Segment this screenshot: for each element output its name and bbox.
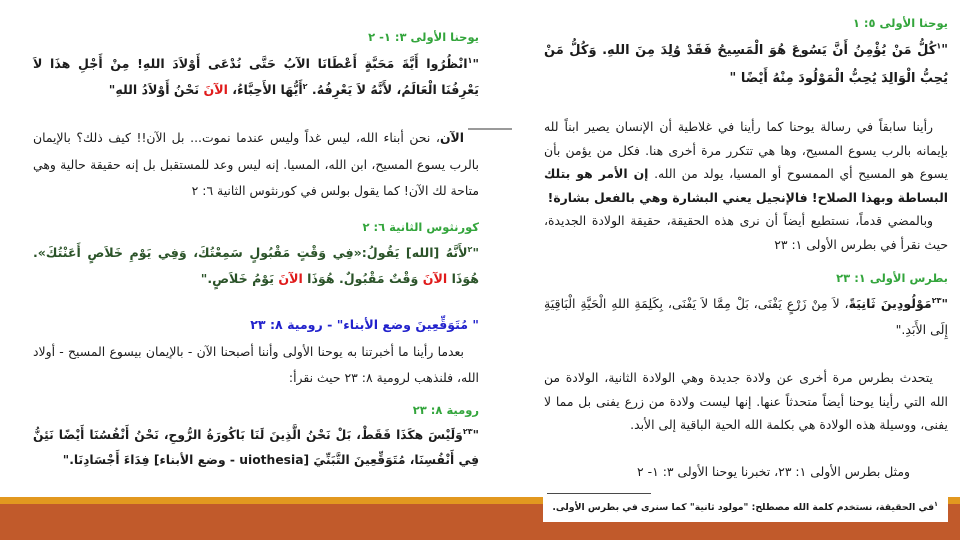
commentary-paragraph: يتحدث بطرس مرة أخرى عن ولادة جديدة وهي الولادة الثانية، الولادة من الله التي رأينا يوحنا أيضاً متحدثاً عنها. إنها ليست ولادة من زرع يفنى بل مما لا يفنى، ووسيلة هذه الولادة هي بكلمة الله الحية الباقية إلى الأبد. (544, 370, 948, 432)
verse-number: ١ (936, 41, 942, 51)
verse-number: ٢ (467, 244, 473, 254)
left-column (33, 30, 479, 473)
verse-text: لأَنَّهُ [الله] يَقُولُ:«فِي وَقْتٍ مَقْبُولٍ سَمِعْتُكَ، وَفِي يَوْمِ خَلاَصٍ أَعَنْتُكَ». هُوَذَا (33, 244, 479, 286)
highlight-now: الآنَ (203, 82, 228, 97)
reference-heading-2cor6-2: كورنثوس الثانية ٦: ٢ (362, 219, 479, 234)
verse-text: انْظُرُوا أَيَّةَ مَحَبَّةٍ أَعْطَانَا الآبُ حَتَّى نُدْعَى أَوْلاَدَ اللهِ! مِنْ أَجْلِ هذَا لاَ يَعْرِفُنَا الْعَالَمُ، لأَنَّهُ لاَ يَعْرِفُهُ. (33, 56, 479, 97)
verse-2cor6-2 (33, 240, 479, 292)
verse-1john5-1 (544, 37, 948, 93)
commentary-paragraph (33, 125, 479, 205)
verse-text: وَقْتٌ مَقْبُولٌ. هُوَذَا (302, 270, 423, 286)
reference-heading-rom8-23: رومية ٨: ٢٣ (412, 402, 479, 417)
footnote-text: في الحقيقة، نستخدم كلمة الله مصطلح: "مولود ثانية" كما سنرى في بطرس الأولى. (552, 502, 935, 513)
paragraph-text: رأينا سابقاً في رسالة يوحنا كما رأينا في غلاطية أن الإنسان يصير ابناً لله بإيمانه بالرب يسوع المسيح، وها هي تتكرر مرة أخرى هنا. فكل من يؤمن بأن يسوع هو المسيح أي الممسوح أو المسيا، يولد من الله. (544, 119, 948, 181)
quote-mark: " (472, 56, 479, 71)
verse-1john3-1-2 (33, 51, 479, 103)
verse-text: نَحْنُ أَوْلاَدُ اللهِ" (108, 82, 204, 97)
verse-number: ٢٣ (931, 295, 942, 305)
verse-number: ١ (467, 55, 473, 65)
paragraph-emphasis: إن الأمر هو بتلك البساطة وبهذا الصلاح! فالإنجيل يعني البشارة وهي بالفعل بشارة! (544, 166, 948, 205)
verse-text: كُلُّ مَنْ يُؤْمِنُ أَنَّ يَسُوعَ هُوَ الْمَسِيحُ فَقَدْ وُلِدَ مِنَ اللهِ. وَكُلُّ مَنْ يُحِبُّ الْوَالِدَ يُحِبُّ الْمَوْلُودَ مِنْهُ أَيْضًا " (544, 43, 948, 86)
paragraph-text: ، نحن أبناء الله، ليس غداً وليس عندما نموت... بل الآن!! كيف ذلك؟ بالإيمان بالرب يسوع المسيح، ابن الله، المسيا. إنه ليس وعد للمستقبل بل إنه حقيقة حالية وهي متاحة لك الآن! كما يقول بولس في كورنثوس الثانية ٦: ٢ (33, 130, 479, 198)
commentary-paragraph (544, 115, 948, 209)
verse-number: ٢٣ (462, 426, 473, 436)
divider-dash (468, 128, 512, 130)
quote-mark: " (472, 427, 479, 442)
verse-text: وَلَيْسَ هكَذَا فَقَطْ، بَلْ نَحْنُ الَّذِينَ لَنَا بَاكُورَةُ الرُّوحِ، نَحْنُ أَنْفُسُنَا أَيْضًا نَئِنُّ فِي أَنْفُسِنَا، مُتَوَقِّعِينَ التَّبَنِّيَ [uiothesia - وضع الأبناء] فِدَاءَ أَجْسَادِنَا." (33, 427, 479, 467)
reference-heading-1peter1-23: بطرس الأولى ١: ٢٣ (836, 271, 948, 285)
verse-text: ، لاَ مِنْ زَرْعٍ يَفْنَى، بَلْ مِمَّا لاَ يَفْنَى، بِكَلِمَةِ اللهِ الْحَيَّةِ الْبَاقِيَةِ إِلَى الأَبَدِ." (544, 296, 948, 337)
subheading-adoption-rom8-23: " مُتَوَقِّعِينَ وضع الأبناء" - رومية ٨: ٢٣ (250, 316, 479, 332)
reference-heading-1john3-1-2: يوحنا الأولى ٣: ١- ٢ (368, 30, 479, 44)
verse-text: أَيُّهَا الأَحِبَّاءُ، (227, 82, 303, 97)
verse-1peter1-23 (544, 291, 948, 343)
highlight-now: الآنَ (278, 270, 303, 286)
commentary-paragraph: وبالمضي قدماً، نستطيع أيضاً أن نرى هذه الحقيقة، حقيقة الولادة الجديدة، حيث نقرأ في بطرس الأولى ١: ٢٣ (544, 213, 948, 252)
verse-text: يَوْمُ خَلاَصٍ." (200, 270, 279, 286)
quote-mark: " (941, 43, 948, 58)
verse-number: ٢ (302, 81, 308, 91)
highlight-now: الآنَ (422, 270, 448, 286)
quote-mark: " (941, 296, 949, 311)
footnote-divider (547, 493, 651, 494)
footnote-number: ١ (934, 499, 938, 508)
paragraph-emphasis: الآن (439, 130, 464, 145)
right-column (544, 16, 948, 483)
quote-mark: " (472, 244, 479, 260)
verse-emphasis: مَوْلُودِينَ ثَانِيَةً (848, 296, 932, 311)
footnote (543, 495, 948, 522)
verse-rom8-23 (33, 423, 479, 473)
reference-heading-1john5-1: يوحنا الأولى ٥: ١ (852, 16, 948, 30)
commentary-paragraph: ومثل بطرس الأولى ١: ٢٣، تخبرنا يوحنا الأولى ٣: ١- ٢ (637, 463, 910, 479)
commentary-paragraph: بعدما رأينا ما أخبرتنا به يوحنا الأولى وأننا أصبحنا الآن - بالإيمان بيسوع المسيح - أولاد الله، فلنذهب لرومية ٨: ٢٣ حيث نقرأ: (33, 343, 479, 385)
